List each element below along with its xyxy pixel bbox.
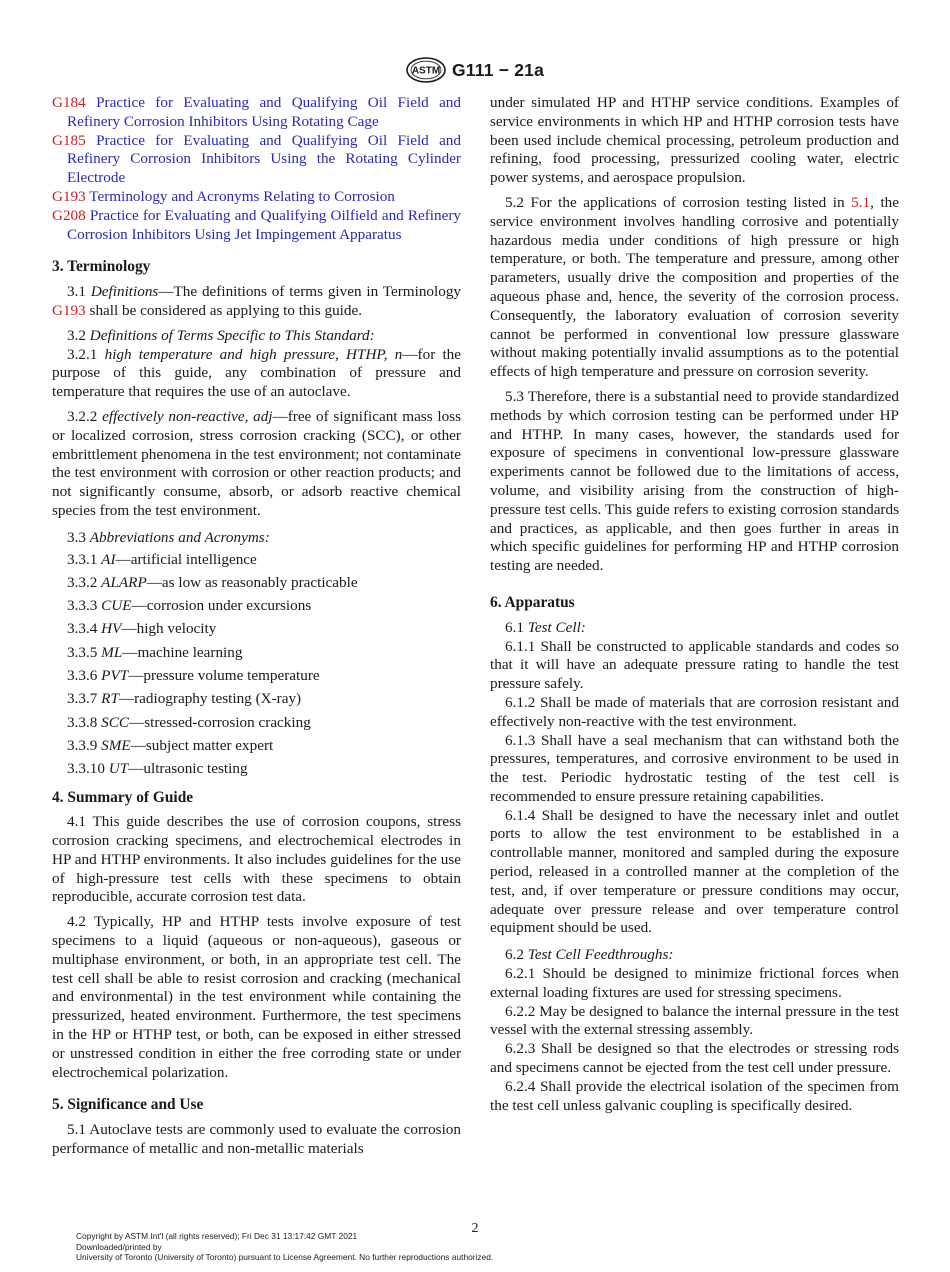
paragraph-3-2: 3.2 Definitions of Terms Specific to This Standard: xyxy=(67,326,375,344)
left-column xyxy=(52,94,461,1159)
paragraph-5-1-continued: under simulated HP and HTHP service conditions. Examples of service environments in which HP and HTHP corrosion tests have been used include chemical processing, petroleum production and refining, food processing, pressurized cooling water, electric power systems, and aerospace propulsion. xyxy=(490,94,899,187)
reference-list xyxy=(52,94,461,244)
reference-designation[interactable]: G184 xyxy=(52,94,86,111)
paragraph-3-1: 3.1 Definitions—The definitions of terms given in Terminology G193 shall be considered as applying to this guide. xyxy=(52,283,462,319)
abbreviation-item: 3.3.9 SME—subject matter expert xyxy=(67,736,274,754)
paragraph-6-2-2: 6.2.2 May be designed to balance the internal pressure in the test vessel with the external stressing assembly. xyxy=(490,1002,899,1039)
paragraph-3-3: 3.3 Abbreviations and Acronyms: xyxy=(67,528,270,546)
paragraph-6-1-1: 6.1.1 Shall be constructed to applicable standards and codes so that it will have an adequate pressure rating to handle the test pressure safely. xyxy=(490,637,899,693)
abbreviation-item: 3.3.10 UT—ultrasonic testing xyxy=(67,760,248,778)
reference-designation[interactable]: G193 xyxy=(52,187,86,205)
abbreviation-item: 3.3.3 CUE—corrosion under excursions xyxy=(67,597,312,615)
paragraph-5-1-start: 5.1 Autoclave tests are commonly used to evaluate the corrosion performance of metallic and non-metallic materials xyxy=(52,1121,461,1158)
abbreviation-item: 3.3.2 ALARP—as low as reasonably practicable xyxy=(67,573,358,591)
reference-title[interactable]: Practice for Evaluating and Qualifying Oil Field and Refinery Corrosion Inhibitors Using the Rotating Cylinder Electrode xyxy=(67,131,461,187)
link-section-5-1[interactable]: 5.1 xyxy=(851,193,871,211)
reference-designation[interactable]: G185 xyxy=(52,131,86,149)
footer-line: University of Toronto (University of Toronto) pursuant to License Agreement. No further reproductions authorized. xyxy=(76,1252,494,1263)
paragraph-3-2-1: 3.2.1 high temperature and high pressure, HTHP, n—for the purpose of this guide, any combination of pressure and temperature that requires the use of an autoclave. xyxy=(52,345,462,401)
paragraph-6-1-3: 6.1.3 Shall have a seal mechanism that can withstand both the pressures, temperatures, and corrosive environment to be used in the test. Periodic hydrostatic testing of the test cell is recommended to ensure pressure retaining capabilities. xyxy=(490,731,899,805)
abbreviation-item: 3.3.7 RT—radiography testing (X-ray) xyxy=(67,690,302,708)
section-heading-terminology: 3. Terminology xyxy=(52,258,151,276)
footer-line: Downloaded/printed by xyxy=(76,1241,162,1252)
standard-designation: G111 − 21a xyxy=(451,59,545,80)
paragraph-6-2-4: 6.2.4 Shall provide the electrical isolation of the specimen from the test cell unless galvanic coupling is specifically desired. xyxy=(490,1077,899,1114)
paragraph-6-1-4: 6.1.4 Shall be designed to have the necessary inlet and outlet ports to allow the test environment to be established in a controllable manner, monitored and sampled during the exposure period, released in a controlled manner at the completion of the test, and, if over temperature or pressure conditions may occur, adequate over pressure release and over temperature control equipment should be used. xyxy=(490,806,899,937)
right-column xyxy=(490,94,899,1115)
footer-line: Copyright by ASTM Int'l (all rights reserved); Fri Dec 31 13:17:42 GMT 2021 xyxy=(76,1231,358,1241)
section-heading-summary: 4. Summary of Guide xyxy=(52,788,194,806)
reference-item[interactable] xyxy=(52,188,461,207)
paragraph-5-3: 5.3 Therefore, there is a substantial need to provide standardized methods by which corrosion testing can be performed under HP and HTHP. In many cases, however, the standards used for exposure of specimens in conventional low-pressure glassware experiments cannot be followed due to the limitations of access, volume, and visibility arising from the construction of high-pressure test cells. This guide refers to existing corrosion standards and practices, as applicable, and then goes further in areas in which specific guidelines for performing HP and HTHP corrosion testing are needed. xyxy=(490,387,899,575)
reference-title[interactable]: Terminology and Acronyms Relating to Corrosion xyxy=(89,187,395,205)
abbreviation-item: 3.3.1 AI—artificial intelligence xyxy=(67,550,257,568)
reference-item[interactable] xyxy=(52,94,461,132)
reference-title[interactable]: Practice for Evaluating and Qualifying Oil Field and Refinery Corrosion Inhibitors Using Rotating Cage xyxy=(67,94,461,130)
paragraph-6-2-1: 6.2.1 Should be designed to minimize frictional forces when external loading fixtures are used for stressing specimens. xyxy=(490,965,899,1001)
paragraph-4-1: 4.1 This guide describes the use of corrosion coupons, stress corrosion cracking specimens, and electrochemical electrodes in HP and HTHP environments. It also includes guidelines for the use of high-pressure test cells with these specimens to obtain reproducible, accurate corrosion test data. xyxy=(52,813,461,906)
reference-title[interactable]: Practice for Evaluating and Qualifying Oilfield and Refinery Corrosion Inhibitors Using Jet Impingement Apparatus xyxy=(67,206,461,243)
logo-text: ASTM xyxy=(411,65,441,77)
reference-item[interactable] xyxy=(52,132,461,188)
page-number: 2 xyxy=(471,1221,479,1236)
abbreviation-list xyxy=(52,548,461,781)
section-heading-apparatus: 6. Apparatus xyxy=(490,593,575,611)
paragraph-3-2-2: 3.2.2 effectively non-reactive, adj—free of significant mass loss or localized corrosion, stress corrosion cracking (SCC), or other embrittlement phenomena in the test environment; not contaminate the test environment with corrosion or other reaction products; and not significantly consume, absorb, or adsorb reactive chemical species from the test environment. xyxy=(52,407,461,519)
link-g193[interactable]: G193 xyxy=(52,301,86,319)
abbreviation-item: 3.3.8 SCC—stressed-corrosion cracking xyxy=(67,713,311,731)
paragraph-5-2: 5.2 For the applications of corrosion testing listed in 5.1, the service environment involves handling corrosive and potentially hazardous media under conditions of high pressure or high temperature, or both. The temperature and pressure, among other parameters, usually drive the composition and properties of the aqueous phase and, hence, the severity of the corrosion process. Consequently, the laboratory evaluation of corrosion severity cannot be performed in conventional low pressure glassware without making potentially invalid assumptions as to the potential effects of high temperature and pressure on corrosion severity. xyxy=(490,193,900,381)
paragraph-6-1: 6.1 Test Cell: xyxy=(505,618,586,636)
abbreviation-item: 3.3.6 PVT—pressure volume temperature xyxy=(67,667,320,685)
paragraph-6-2-3: 6.2.3 Shall be designed so that the electrodes or stressing rods and specimens cannot be ejected from the test cell under pressure. xyxy=(490,1040,899,1077)
paragraph-6-1-2: 6.1.2 Shall be made of materials that are corrosion resistant and effectively non-reactive with the test environment. xyxy=(490,693,899,730)
abbreviation-item: 3.3.5 ML—machine learning xyxy=(67,643,243,661)
astm-logo xyxy=(406,57,446,83)
reference-item[interactable] xyxy=(52,207,461,245)
section-heading-significance: 5. Significance and Use xyxy=(52,1096,204,1114)
reference-designation[interactable]: G208 xyxy=(52,206,86,224)
paragraph-6-2: 6.2 Test Cell Feedthroughs: xyxy=(505,946,674,964)
abbreviation-item: 3.3.4 HV—high velocity xyxy=(67,620,217,638)
page-header xyxy=(0,56,950,84)
copyright-footer xyxy=(76,1231,876,1263)
paragraph-4-2: 4.2 Typically, HP and HTHP tests involve exposure of test specimens to a liquid (aqueous or non-aqueous), gaseous or multiphase environment, or both, in an appropriate test cell. The test cell shall be able to resist corrosion and cracking (mechanical and environmental) in the test environment while containing the pressurized, heated environment. Furthermore, the test specimens in the HP or HTHP test, or both, can be exposed in either stressed or unstressed condition in either the free corroding state or under electrochemical polarization. xyxy=(52,913,461,1081)
